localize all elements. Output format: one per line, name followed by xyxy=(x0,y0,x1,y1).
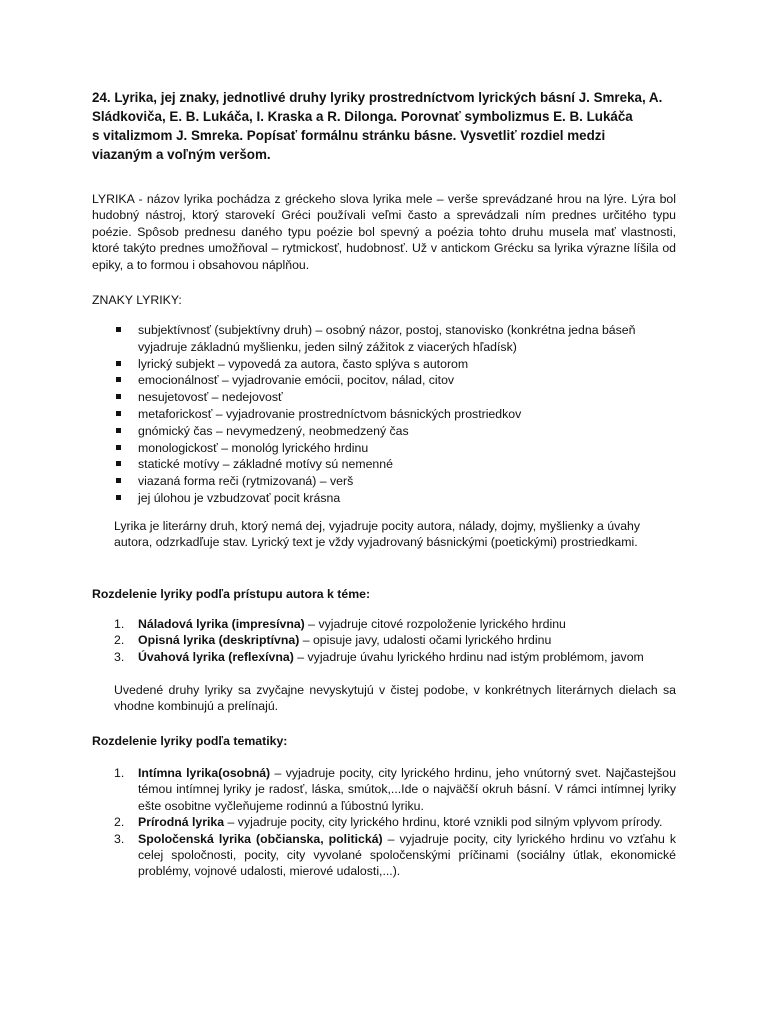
heading-line-1: 24. Lyrika, jej znaky, jednotlivé druhy lyriky prostredníctvom lyrických básní J. Smreka, A. xyxy=(92,90,663,105)
intro-term: LYRIKA xyxy=(92,192,135,206)
list-item: lyrický subjekt – vypovedá za autora, často splýva s autorom xyxy=(92,356,676,373)
bullet-square-icon xyxy=(116,495,121,500)
pristup-label: Rozdelenie lyriky podľa prístupu autora k téme: xyxy=(92,587,371,601)
heading-line-3: s vitalizmom J. Smreka. Popísať formálnu stránku básne. Vysvetliť rozdiel medzi xyxy=(92,128,606,143)
bullet-square-icon xyxy=(116,394,121,399)
intro-paragraph xyxy=(92,191,676,273)
tematika-list xyxy=(92,765,676,880)
document-heading xyxy=(92,88,682,164)
list-item: monologickosť – monológ lyrického hrdinu xyxy=(92,440,676,457)
list-item: 3. Úvahová lyrika (reflexívna) – vyjadruje úvahu lyrického hrdinu nad istým problémom, javom xyxy=(114,649,644,664)
list-item: 1. Náladová lyrika (impresívna) – vyjadruje citové rozpoloženie lyrického hrdinu xyxy=(114,617,566,631)
list-item: 3. Spoločenská lyrika (občianska, politická) – vyjadruje pocity, city lyrického hrdinu vo vzťahu k celej spoločnosti, pocity, city vyvolané spoločenskými príčinami (sociálny útlak, ekonomické problémy, vojnové udalosti, mierové udalosti,...). xyxy=(114,831,676,879)
bullet-square-icon xyxy=(116,428,121,433)
heading-line-2: Sládkoviča, E. B. Lukáča, I. Kraska a R. Dilonga. Porovnať symbolizmus E. B. Lukáča xyxy=(92,109,633,124)
list-item: emocionálnosť – vyjadrovanie emócii, pocitov, nálad, citov xyxy=(92,372,676,389)
bullet-square-icon xyxy=(116,478,121,483)
bullet-square-icon xyxy=(116,377,121,382)
bullet-square-icon xyxy=(116,411,121,416)
pristup-list xyxy=(92,616,676,665)
list-item: metaforickosť – vyjadrovanie prostredníctvom básnických prostriedkov xyxy=(92,406,676,423)
bullet-square-icon xyxy=(116,361,121,366)
list-item: gnómický čas – nevymedzený, neobmedzený čas xyxy=(92,423,676,440)
lyrika-definition-paragraph: Lyrika je literárny druh, ktorý nemá dej, vyjadruje pocity autora, nálady, dojmy, myšlienky a úvahy autora, odzrkadľuje stav. Lyrický text je vždy vyjadrovaný básnickými (poetickými) prostriedkami. xyxy=(114,519,641,550)
bullet-square-icon xyxy=(116,461,121,466)
list-item: subjektívnosť (subjektívny druh) – osobný názor, postoj, stanovisko (konkrétna jedna báseň vyjadruje základnú myšlienku, jeden silný zážitok z viacerých hľadísk) xyxy=(92,322,676,356)
list-item: 1. Intímna lyrika(osobná) – vyjadruje pocity, city lyrického hrdinu, jeho vnútorný svet. Najčastejšou témou intímnej lyriky je radosť, láska, smútok,...Ide o najväčší okruh básní. V rámci intímnej lyriky ešte osobitne vyčleňujeme rodinnú a ľúbostnú lyriku. xyxy=(114,766,676,813)
list-item: jej úlohou je vzbudzovať pocit krásna xyxy=(92,490,676,507)
intro-text: - názov lyrika pochádza z gréckeho slova lyrika mele – verše sprevádzané hrou na lýre. Lýra bol hudobný nástroj, ktorý starovekí Gréci používali veľmi často a sprevádzali ním prednes určitého typu poézie. Spôsob prednesu daného typu poézie bol spevný a poézia tohto druhu musela mať vlastnosti, ktoré takýto prednes umožňoval – rytmickosť, hudobnosť. Už v antickom Grécku sa lyrika výrazne líšila od epiky, a to formou i obsahovou náplňou. xyxy=(92,192,676,272)
list-item: viazaná forma reči (rytmizovaná) – verš xyxy=(92,473,676,490)
znaky-label: ZNAKY LYRIKY: xyxy=(92,293,182,307)
bullet-square-icon xyxy=(116,327,121,332)
list-item: 2. Prírodná lyrika – vyjadruje pocity, city lyrického hrdinu, ktoré vznikli pod silným vplyvom prírody. xyxy=(114,815,663,830)
tematika-label: Rozdelenie lyriky podľa tematiky: xyxy=(92,734,288,748)
list-item: 2. Opisná lyrika (deskriptívna) – opisuje javy, udalosti očami lyrického hrdinu xyxy=(114,633,552,648)
pristup-note-paragraph: Uvedené druhy lyriky sa zvyčajne nevyskytujú v čistej podobe, v konkrétnych literárnych dielach sa vhodne kombinujú a prelínajú. xyxy=(114,683,676,714)
znaky-list xyxy=(92,322,676,507)
list-item: statické motívy – základné motívy sú nemenné xyxy=(92,456,676,473)
bullet-square-icon xyxy=(116,445,121,450)
heading-line-4: viazaným a voľným veršom. xyxy=(92,147,271,162)
list-item: nesujetovosť – nedejovosť xyxy=(92,389,676,406)
